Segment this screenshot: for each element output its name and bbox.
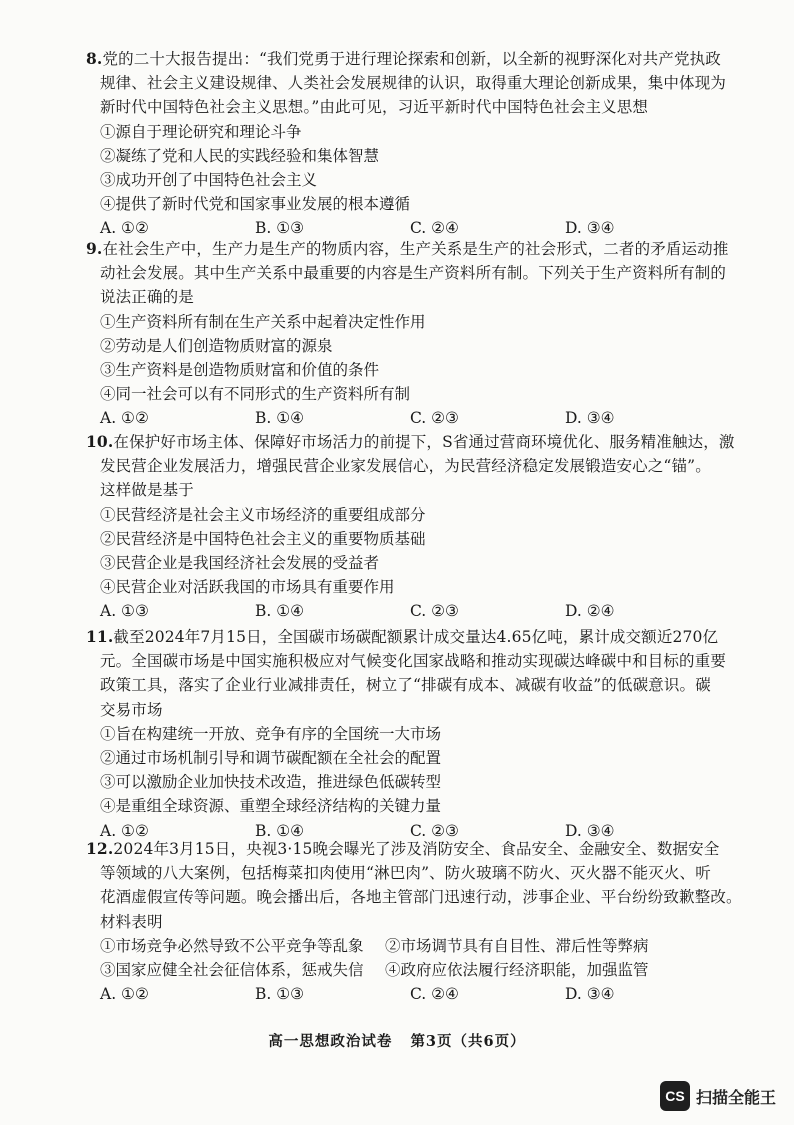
choice-a: A. ①③ <box>100 602 149 621</box>
question-stem: 10.在保护好市场主体、保障好市场活力的前提下，S省通过营商环境优化、服务精准触达，激 <box>86 432 735 451</box>
question-stem: 12.2024年3月15日，央视3·15晚会曝光了涉及消防安全、食品安全、金融安全、数据安全 <box>86 839 720 858</box>
question-number: 11. <box>86 627 114 646</box>
option-2: ②市场调节具有自目性、滞后性等弊病 <box>385 936 649 955</box>
option-4: ④提供了新时代党和国家事业发展的根本遵循 <box>100 195 411 214</box>
choice-c: C. ②③ <box>410 409 459 428</box>
choice-b: B. ①④ <box>255 602 305 621</box>
choice-c: C. ②④ <box>410 219 459 238</box>
choice-d: D. ③④ <box>565 409 615 428</box>
option-1: ①民营经济是社会主义市场经济的重要组成部分 <box>100 505 426 524</box>
choice-a: A. ①② <box>100 985 149 1004</box>
option-row-2 <box>86 958 726 982</box>
question-stem-line: 元。全国碳市场是中国实施积极应对气候变化国家战略和推动实现碳达峰碳中和目标的重要 <box>100 652 727 671</box>
question-12 <box>86 837 742 1006</box>
option-3: ③民营企业是我国经济社会发展的受益者 <box>100 554 380 573</box>
choice-b: B. ①④ <box>255 409 305 428</box>
question-stem-line: 发民营企业发展活力，增强民营企业家发展信心，为民营经济稳定发展锻造安心之“锚”。 <box>100 457 711 476</box>
choice-a: A. ①② <box>100 821 149 840</box>
question-stem-line: 规律、社会主义建设规律、人类社会发展规律的认识，取得重大理论创新成果，集中体现为 <box>100 74 727 93</box>
option-4: ④民营企业对活跃我国的市场具有重要作用 <box>100 578 395 597</box>
option-3: ③成功开创了中国特色社会主义 <box>100 171 318 190</box>
option-1: ①源自于理论研究和理论斗争 <box>100 122 302 141</box>
camscanner-logo-icon: CS <box>660 1081 690 1111</box>
question-stem-line: 说法正确的是 <box>100 288 194 307</box>
choice-d: D. ③④ <box>565 219 615 238</box>
choice-b: B. ①④ <box>255 821 305 840</box>
choice-c: C. ②③ <box>410 602 459 621</box>
question-stem: 11.截至2024年7月15日，全国碳市场碳配额累计成交量达4.65亿吨，累计成交额近270亿 <box>86 627 719 646</box>
question-8 <box>86 47 726 241</box>
choice-d: D. ③④ <box>565 985 615 1004</box>
question-stem-line: 政策工具，落实了企业行业减排责任，树立了“排碳有成本、减碳有收益”的低碳意识。碳 <box>100 676 711 695</box>
choice-a: A. ①② <box>100 219 149 238</box>
option-2: ②民营经济是中国特色社会主义的重要物质基础 <box>100 529 426 548</box>
question-stem-line: 等领域的八大案例，包括梅菜扣肉使用“淋巴肉”、防火玻璃不防火、灭火器不能灭火、听 <box>100 864 711 883</box>
question-stem: 9.在社会生产中，生产力是生产的物质内容，生产关系是生产的社会形式，二者的矛盾运动推 <box>86 239 729 258</box>
question-stem: 8.党的二十大报告提出：“我们党勇于进行理论探索和创新，以全新的视野深化对共产党执政 <box>86 49 721 68</box>
answer-choices <box>86 599 726 623</box>
option-3: ③生产资料是创造物质财富和价值的条件 <box>100 361 380 380</box>
question-10 <box>86 430 735 624</box>
choice-b: B. ①③ <box>255 219 305 238</box>
option-4: ④同一社会可以有不同形式的生产资料所有制 <box>100 385 411 404</box>
question-stem-line: 花酒虚假宣传等问题。晚会播出后，各地主管部门迅速行动，涉事企业、平台纷纷致歉整改。 <box>100 888 742 907</box>
exam-name: 高一思想政治试卷 <box>268 1033 393 1050</box>
option-1: ①生产资料所有制在生产关系中起着决定性作用 <box>100 312 426 331</box>
question-number: 8. <box>86 49 103 68</box>
question-11 <box>86 625 726 843</box>
option-2: ②凝练了党和人民的实践经验和集体智慧 <box>100 146 380 165</box>
choice-d: D. ②④ <box>565 602 615 621</box>
option-1: ①旨在构建统一开放、竞争有序的全国统一大市场 <box>100 724 442 743</box>
option-3: ③可以激励企业加快技术改造，推进绿色低碳转型 <box>100 773 442 792</box>
choice-a: A. ①② <box>100 409 149 428</box>
option-row-1 <box>86 934 726 958</box>
answer-choices <box>86 406 726 430</box>
option-2: ②劳动是人们创造物质财富的源泉 <box>100 336 333 355</box>
question-stem-line: 新时代中国特色社会主义思想。”由此可见，习近平新时代中国特色社会主义思想 <box>100 98 649 117</box>
option-4: ④政府应依法履行经济职能，加强监管 <box>385 961 649 980</box>
choice-c: C. ②③ <box>410 821 459 840</box>
page-footer <box>0 1030 794 1051</box>
option-4: ④是重组全球资源、重塑全球经济结构的关键力量 <box>100 797 442 816</box>
option-1: ①市场竞争必然导致不公平竞争等乱象 <box>100 936 364 955</box>
option-2: ②通过市场机制引导和调节碳配额在全社会的配置 <box>100 749 442 768</box>
choice-d: D. ③④ <box>565 821 615 840</box>
question-stem-line: 材料表明 <box>100 912 163 931</box>
question-stem-line: 动社会发展。其中生产关系中最重要的内容是生产资料所有制。下列关于生产资料所有制的 <box>100 264 727 283</box>
question-stem-line: 交易市场 <box>100 700 163 719</box>
question-number: 12. <box>86 839 114 858</box>
choice-b: B. ①③ <box>255 985 305 1004</box>
option-3: ③国家应健全社会征信体系，惩戒失信 <box>100 961 364 980</box>
question-number: 10. <box>86 432 114 451</box>
question-9 <box>86 237 729 431</box>
question-number: 9. <box>86 239 103 258</box>
scanner-watermark <box>660 1081 776 1111</box>
page-number: 第3页（共6页） <box>410 1033 526 1050</box>
scanner-label: 扫描全能王 <box>695 1087 776 1107</box>
answer-choices <box>86 982 726 1006</box>
question-stem-line: 这样做是基于 <box>100 481 194 500</box>
choice-c: C. ②④ <box>410 985 459 1004</box>
